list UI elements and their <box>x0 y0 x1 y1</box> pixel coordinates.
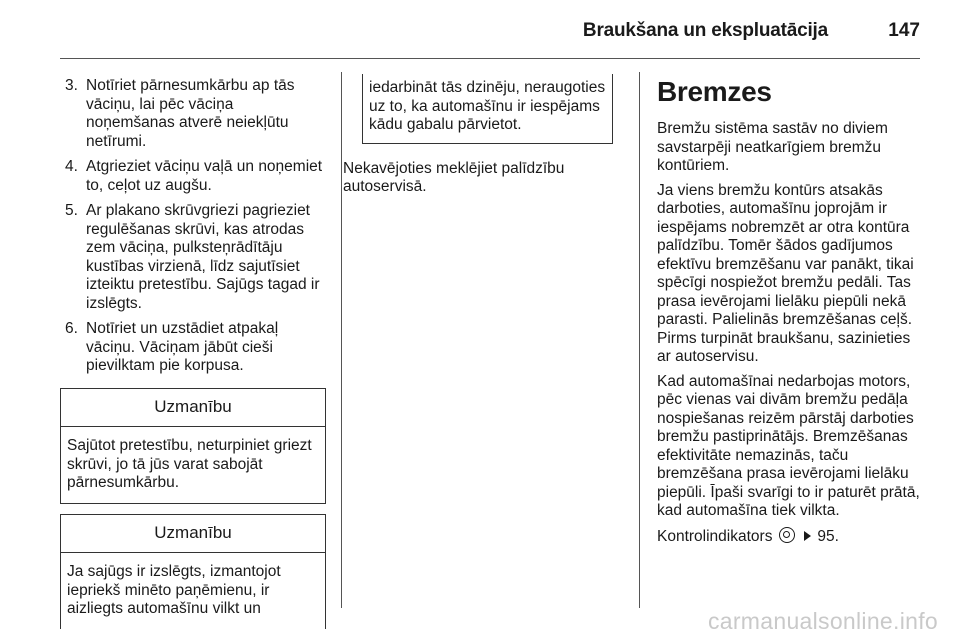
paragraph: Bremžu sistēma sastāv no diviem savstarpēji neatkarīgiem bremžu kontūriem. <box>657 120 888 174</box>
warning-body: Sajūtot pretestību, neturpiniet griezt skrūvi, jo tā jūs varat sabojāt pārnesumkārbu. <box>67 437 312 491</box>
warning-title: Uzmanību <box>61 389 325 428</box>
paragraph: Ja viens bremžu kontūrs atsakās darboties, automašīnu joprojām ir iespējams nobremzēt ar otra kontūra palīdzību. Tomēr šādos gadījumos efektīvu bremzēšanu var panākt, tikai spēcīgi nospiežot bremžu pedāli. Tas prasa ievērojami lielāku piepūli nekā parasti. Palielinās bremzēšanas ceļš. Pirms turpināt braukšanu, sazinieties ar autoservisu. <box>657 181 914 365</box>
step-text: Notīriet un uzstādiet atpakaļ vāciņu. Vāciņam jābūt cieši pievilktam pie korpusa. <box>86 320 279 374</box>
step-number: 4. <box>65 158 78 175</box>
page-reference-icon <box>804 531 811 541</box>
step-number: 5. <box>65 202 78 219</box>
instruction-steps <box>60 77 326 376</box>
indicator-page[interactable]: 95. <box>817 527 839 545</box>
column-3 <box>657 77 927 552</box>
column-divider-2 <box>639 72 640 608</box>
indicator-label: Kontrolindikators <box>657 527 773 545</box>
step-number: 3. <box>65 77 78 94</box>
step-item <box>60 202 326 313</box>
step-number: 6. <box>65 320 78 337</box>
header-title: Braukšana un ekspluatācija <box>582 20 828 41</box>
warning-box <box>60 514 326 629</box>
warning-box <box>60 388 326 504</box>
step-item <box>60 320 326 376</box>
step-item <box>60 77 326 151</box>
section-title: Bremzes <box>657 76 772 107</box>
warning-body: Ja sajūgs ir izslēgts, izmantojot iepriekš minēto paņēmienu, ir aizliegts automašīnu vilkt un <box>67 563 281 617</box>
step-item <box>60 158 326 195</box>
paragraph: Nekavējoties meklējiet palīdzību autoservisā. <box>343 159 565 195</box>
indicator-reference <box>657 527 927 547</box>
header-rule <box>60 58 920 59</box>
page-number: 147 <box>888 20 920 41</box>
step-text: Notīriet pārnesumkārbu ap tās vāciņu, lai pēc vāciņa noņemšanas atverē neiekļūtu netīrumi. <box>86 77 295 150</box>
column-2 <box>341 74 625 204</box>
watermark: carmanualsonline.info <box>707 608 938 634</box>
step-text: Atgrieziet vāciņu vaļā un noņemiet to, ceļot uz augšu. <box>86 158 323 194</box>
paragraph: Kad automašīnai nedarbojas motors, pēc vienas vai divām bremžu pedāļa nospiešanas reizēm pārstāj darboties bremžu pastiprinātājs. Bremzēšanas efektivitāte nemazinās, taču bremzēšana prasa ievērojami lielāku piepūli. Īpaši svarīgi to ir paturēt prātā, kad automašīna tiek vilkta. <box>657 372 920 519</box>
warning-box-continued: iedarbināt tās dzinēju, neraugoties uz to, ka automašīnu ir iespējams kādu gabalu pārvietot. <box>362 74 613 144</box>
step-text: Ar plakano skrūvgriezi pagrieziet regulēšanas skrūvi, kas atrodas zem vāciņa, pulksteņrādītāju kustības virzienā, līdz sajutīsiet izteiktu pretestību. Sajūgs tagad ir izslēgts. <box>86 202 320 312</box>
column-1 <box>60 77 326 629</box>
brake-warning-icon <box>779 527 795 543</box>
warning-title: Uzmanību <box>61 515 325 554</box>
